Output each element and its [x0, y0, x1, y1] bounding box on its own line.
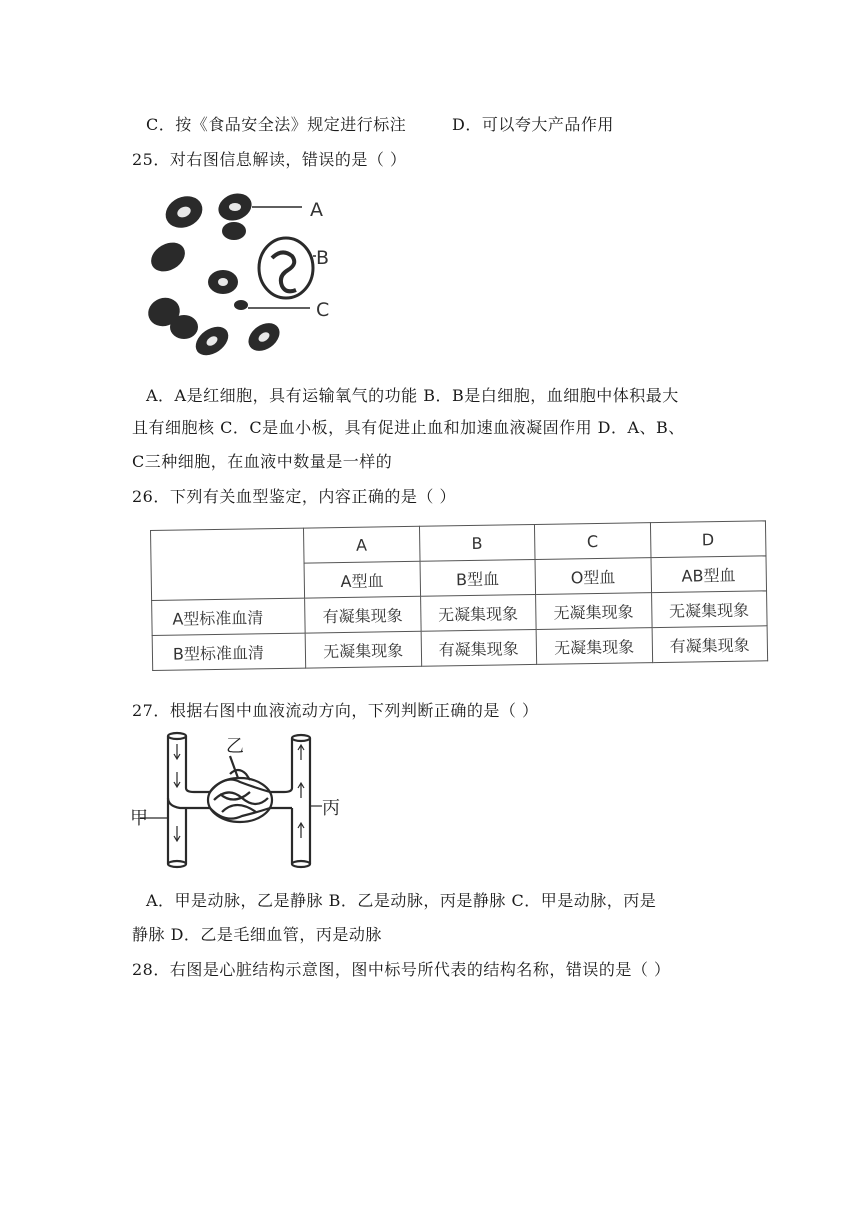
column-letter: A — [303, 526, 419, 563]
blood-type-header: O型血 — [535, 558, 651, 595]
q27-options-line-1: A．甲是动脉，乙是静脉 B．乙是动脉，丙是静脉 C．甲是动脉，丙是 — [146, 891, 657, 910]
q28-stem: 28．右图是心脏结构示意图，图中标号所代表的结构名称，错误的是（ ） — [132, 960, 671, 979]
blood-cells-figure — [140, 186, 350, 366]
q25-options-line-1: A．A是红细胞，具有运输氧气的功能 B．B是白细胞，血细胞中体积最大 — [146, 386, 679, 405]
blood-type-header: AB型血 — [650, 556, 766, 593]
blood-flow-figure — [130, 726, 360, 874]
blood-type-table — [150, 520, 768, 671]
q26-stem: 26．下列有关血型鉴定，内容正确的是（ ） — [132, 487, 456, 506]
column-letter: C — [534, 523, 650, 560]
table-cell: 无凝集现象 — [536, 628, 652, 665]
row-label: B型标准血清 — [152, 633, 306, 670]
red-blood-cell — [146, 237, 190, 278]
table-cell: 无凝集现象 — [536, 593, 652, 630]
table-cell: 有凝集现象 — [305, 596, 421, 633]
table-cell: 无凝集现象 — [420, 594, 536, 631]
table-cell: 有凝集现象 — [652, 626, 768, 663]
q25-options-line-3: C三种细胞，在血液中数量是一样的 — [132, 452, 393, 471]
blood-type-header: A型血 — [304, 561, 420, 598]
row-label: A型标准血清 — [152, 598, 306, 635]
figure-label-yi: 乙 — [226, 736, 244, 757]
red-blood-cell — [222, 222, 246, 240]
figure-label-jia: 甲 — [130, 808, 148, 829]
table-cell: 无凝集现象 — [651, 591, 767, 628]
blood-type-header: B型血 — [420, 559, 536, 596]
figure-label-b: B — [316, 247, 330, 269]
q27-stem: 27．根据右图中血液流动方向，下列判断正确的是（ ） — [132, 701, 539, 720]
figure-label-c: C — [316, 299, 330, 321]
q25-options-line-2: 且有细胞核 C．C是血小板，具有促进止血和加速血液凝固作用 D．A、B、 — [132, 418, 685, 437]
figure-label-a: A — [310, 199, 323, 221]
table-cell: 有凝集现象 — [421, 629, 537, 666]
figure-label-bing: 丙 — [322, 798, 340, 819]
platelet — [234, 300, 248, 310]
q27-options-line-2: 静脉 D．乙是毛细血管，丙是动脉 — [132, 925, 382, 944]
red-blood-cell — [170, 315, 198, 339]
q24-option-d: D．可以夸大产品作用 — [452, 115, 614, 134]
q24-option-c: C．按《食品安全法》规定进行标注 — [146, 115, 407, 134]
table-corner-cell — [151, 528, 305, 600]
column-letter: B — [419, 524, 535, 561]
table-cell: 无凝集现象 — [305, 631, 421, 668]
white-blood-cell — [259, 238, 313, 298]
column-letter: D — [650, 521, 766, 558]
q25-stem: 25．对右图信息解读，错误的是（ ） — [132, 150, 407, 169]
